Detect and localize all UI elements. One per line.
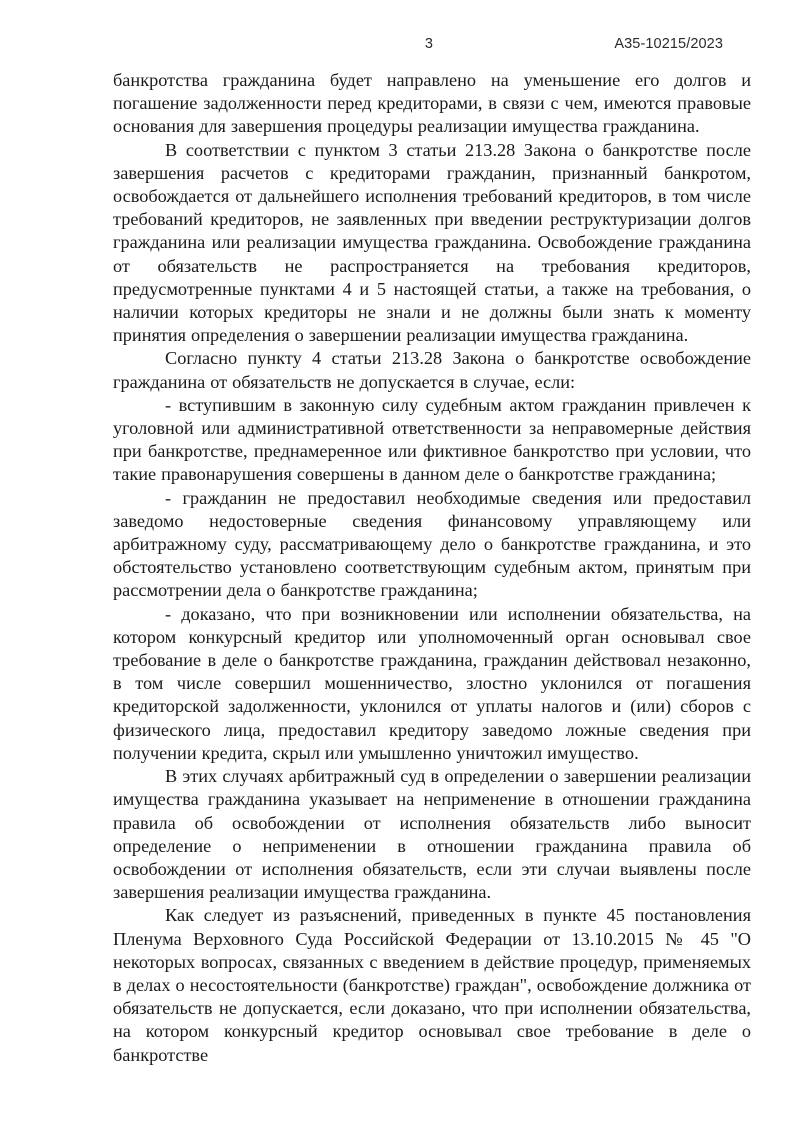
case-number: А35-10215/2023 <box>614 36 723 52</box>
body-paragraph: В соответствии с пунктом 3 статьи 213.28 Закона о банкротстве после завершения расчетов с кредиторами гражданин, признанный банкротом, освобождается от дальнейшего исполнения требований кредиторов, в том числе требований кредиторов, не заявленных при введении реструктуризации долгов гражданина или реализации имущества гражданина. Освобождение гражданина от обязательств не распространяется на требования кредиторов, предусмотренные пунктами 4 и 5 настоящей статьи, а также на требования, о наличии которых кредиторы не знали и не должны были знать к моменту принятия определения о завершении реализации имущества гражданина. <box>113 139 751 346</box>
document-body <box>113 69 751 1067</box>
body-paragraph-list-item: - доказано, что при возникновении или исполнении обязательства, на котором конкурсный кредитор или уполномоченный орган основывал свое требование в деле о банкротстве гражданина, гражданин действовал незаконно, в том числе совершил мошенничество, злостно уклонился от погашения кредиторской задолженности, уклонился от уплаты налогов и (или) сборов с физического лица, предоставил кредитору заведомо ложные сведения при получении кредита, скрыл или умышленно уничтожил имущество. <box>113 603 751 763</box>
body-paragraph-list-item: - вступившим в законную силу судебным актом гражданин привлечен к уголовной или административной ответственности за неправомерные действия при банкротстве, преднамеренное или фиктивное банкротство при условии, что такие правонарушения совершены в данном деле о банкротстве гражданина; <box>113 394 751 485</box>
page-header <box>0 36 800 56</box>
page-number: 3 <box>424 36 434 52</box>
body-paragraph-list-item: - гражданин не предоставил необходимые сведения или предоставил заведомо недостоверные сведения финансовому управляющему или арбитражному суду, рассматривающему дело о банкротстве гражданина, и это обстоятельство установлено соответствующим судебным актом, принятым при рассмотрении дела о банкротстве гражданина; <box>113 487 751 601</box>
body-paragraph: Как следует из разъяснений, приведенных в пункте 45 постановления Пленума Верховного Суда Российской Федерации от 13.10.2015 № 45 "О некоторых вопросах, связанных с введением в действие процедур, применяемых в делах о несостоятельности (банкротстве) граждан", освобождение должника от обязательств не допускается, если доказано, что при исполнении обязательства, на котором конкурсный кредитор основывал свое требование в деле о банкротстве <box>113 905 751 1065</box>
body-paragraph: банкротства гражданина будет направлено на уменьшение его долгов и погашение задолженности перед кредиторами, в связи с чем, имеются правовые основания для завершения процедуры реализации имущества гражданина. <box>113 70 751 137</box>
body-paragraph: Согласно пункту 4 статьи 213.28 Закона о банкротстве освобождение гражданина от обязательств не допускается в случае, если: <box>113 348 751 392</box>
body-paragraph: В этих случаях арбитражный суд в определении о завершении реализации имущества гражданина указывает на неприменение в отношении гражданина правила об освобождении от исполнения обязательств либо выносит определение о неприменении в отношении гражданина правила об освобождении от исполнения обязательств, если эти случаи выявлены после завершения реализации имущества гражданина. <box>113 766 751 903</box>
